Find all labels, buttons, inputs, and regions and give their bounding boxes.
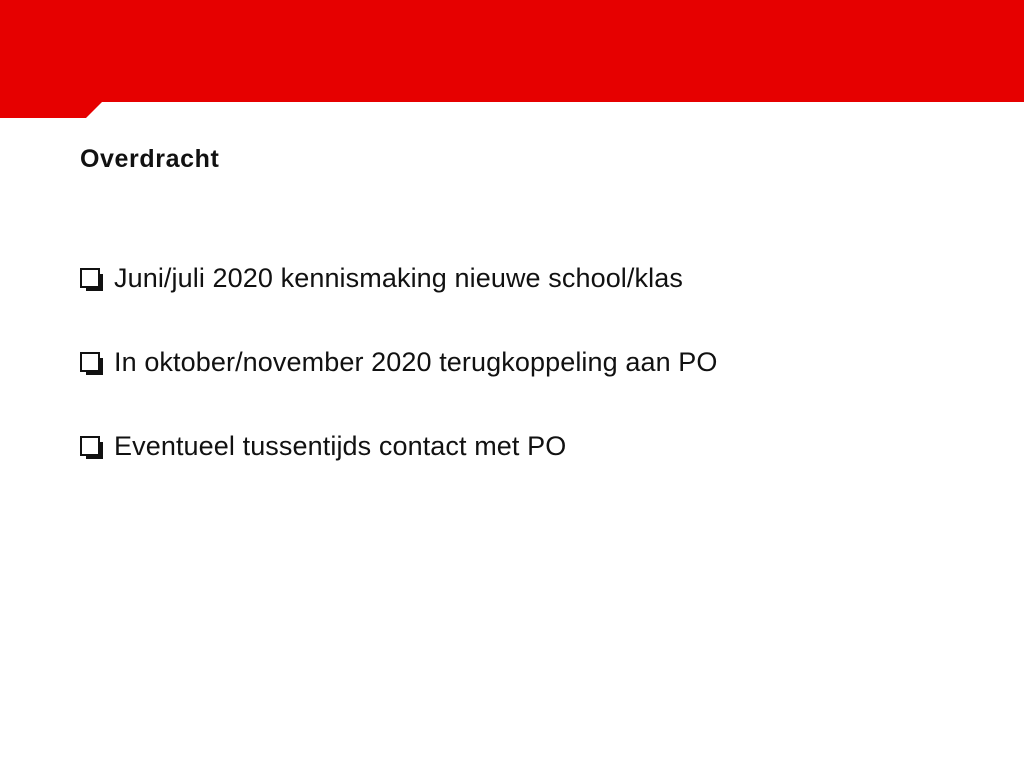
checkbox-bullet-icon: [80, 352, 100, 372]
bullet-list: [80, 258, 718, 510]
bullet-item: [80, 426, 718, 466]
checkbox-bullet-icon: [80, 268, 100, 288]
bullet-text: Eventueel tussentijds contact met PO: [114, 431, 567, 461]
bullet-text: Juni/juli 2020 kennismaking nieuwe school/klas: [114, 263, 683, 293]
red-header-banner: [0, 0, 1024, 118]
slide-title: Overdracht: [80, 145, 220, 173]
bullet-item: [80, 258, 718, 298]
bullet-item: [80, 342, 718, 382]
bullet-text: In oktober/november 2020 terugkoppeling aan PO: [114, 347, 718, 377]
banner-shape: [0, 0, 1024, 118]
checkbox-bullet-icon: [80, 436, 100, 456]
